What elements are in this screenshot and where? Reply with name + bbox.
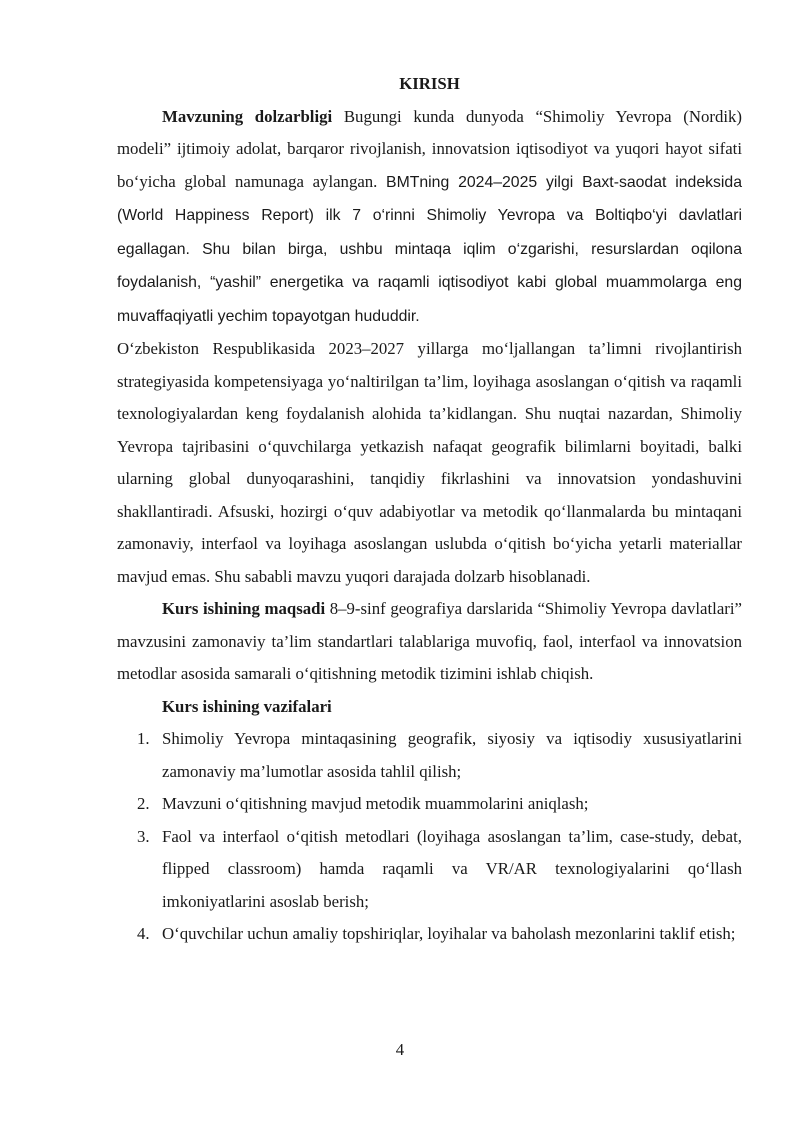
list-item-text: Shimoliy Yevropa mintaqasining geografik, siyosiy va iqtisodiy xususiyatlarini zamonaviy ma’lumotlar asosida tahlil qilish; — [162, 729, 742, 781]
relevance-text-b: BMTning 2024–2025 yilgi Baxt-saodat indeksida (World Happiness Report) ilk 7 o‘rinni Shimoliy Yevropa va Boltiqbo‘yi davlatlari egallagan. Shu bilan birga, ushbu mintaqa iqlim o‘zgarishi, resurslardan oqilona foydalanish, “yashil” energetika va raqamli iqtisodiyot kabi global muammolarga eng muvaffaqiyatli yechim topayotgan hududdir. — [117, 173, 742, 325]
list-item — [117, 918, 742, 951]
paragraph-relevance — [117, 101, 742, 334]
relevance-label: Mavzuning dolzarbligi — [162, 106, 333, 126]
list-item-text: Mavzuni o‘qitishning mavjud metodik muammolarini aniqlash; — [162, 794, 589, 813]
list-item-text: Faol va interfaol o‘qitish metodlari (loyihaga asoslangan ta’lim, case-study, debat, flipped classroom) hamda raqamli va VR/AR texnologiyalarini qo‘llash imkoniyatlarini asoslab berish; — [162, 826, 742, 911]
list-item-number: 1. — [137, 729, 150, 748]
document-page — [117, 68, 742, 951]
tasks-title: Kurs ishining vazifalari — [162, 696, 332, 716]
list-item-number: 3. — [137, 826, 150, 846]
section-heading: KIRISH — [399, 74, 460, 93]
goal-text: 8–9-sinf geografiya darslarida “Shimoliy Yevropa davlatlari” mavzusini zamonaviy ta’lim standartlari talablariga muvofiq, faol, interfaol va innovatsion metodlar asosida samarali o‘qitishning metodik tizimini ishlab chiqish. — [117, 599, 742, 683]
list-item-text: O‘quvchilar uchun amaliy topshiriqlar, loyihalar va baholash mezonlarini taklif etish; — [162, 924, 736, 943]
list-item-number: 2. — [137, 794, 150, 813]
list-item — [117, 723, 742, 788]
page-number: 4 — [395, 1040, 405, 1059]
list-item-number: 4. — [137, 924, 150, 943]
list-item — [117, 821, 742, 919]
goal-label: Kurs ishining maqsadi — [162, 599, 326, 618]
paragraph-strategy: O‘zbekiston Respublikasida 2023–2027 yillarga mo‘ljallangan ta’limni rivojlantirish strategiyasida kompetensiyaga yo‘naltirilgan ta’lim, loyihaga asoslangan o‘qitish va raqamli texnologiyalardan keng foydalanish alohida ta’kidlangan. Shu nuqtai nazardan, Shimoliy Yevropa tajribasini o‘quvchilarga yetkazish nafaqat geografik bilimlarni boyitadi, balki ularning global dunyoqarashini, tanqidiy fikrlashini va innovatsion yondashuvini shakllantiradi. Afsuski, hozirgi o‘quv adabiyotlar va metodik qo‘llanmalarda bu mintaqani zamonaviy, interfaol va loyihaga asoslangan uslubda o‘qitish bo‘yicha yetarli materiallar mavjud emas. Shu sababli mavzu yuqori darajada dolzarb hisoblanadi. — [117, 339, 742, 586]
tasks-list — [117, 723, 742, 951]
list-item — [117, 788, 742, 821]
relevance-text-a: Bugungi kunda dunyoda “Shimoliy Yevropa (Nordik) modeli” ijtimoiy adolat, barqaror rivojlanish, innovatsion iqtisodiyot va yuqori hayot sifati bo‘yicha global namunaga aylangan. — [117, 106, 743, 191]
paragraph-goal — [117, 593, 742, 691]
